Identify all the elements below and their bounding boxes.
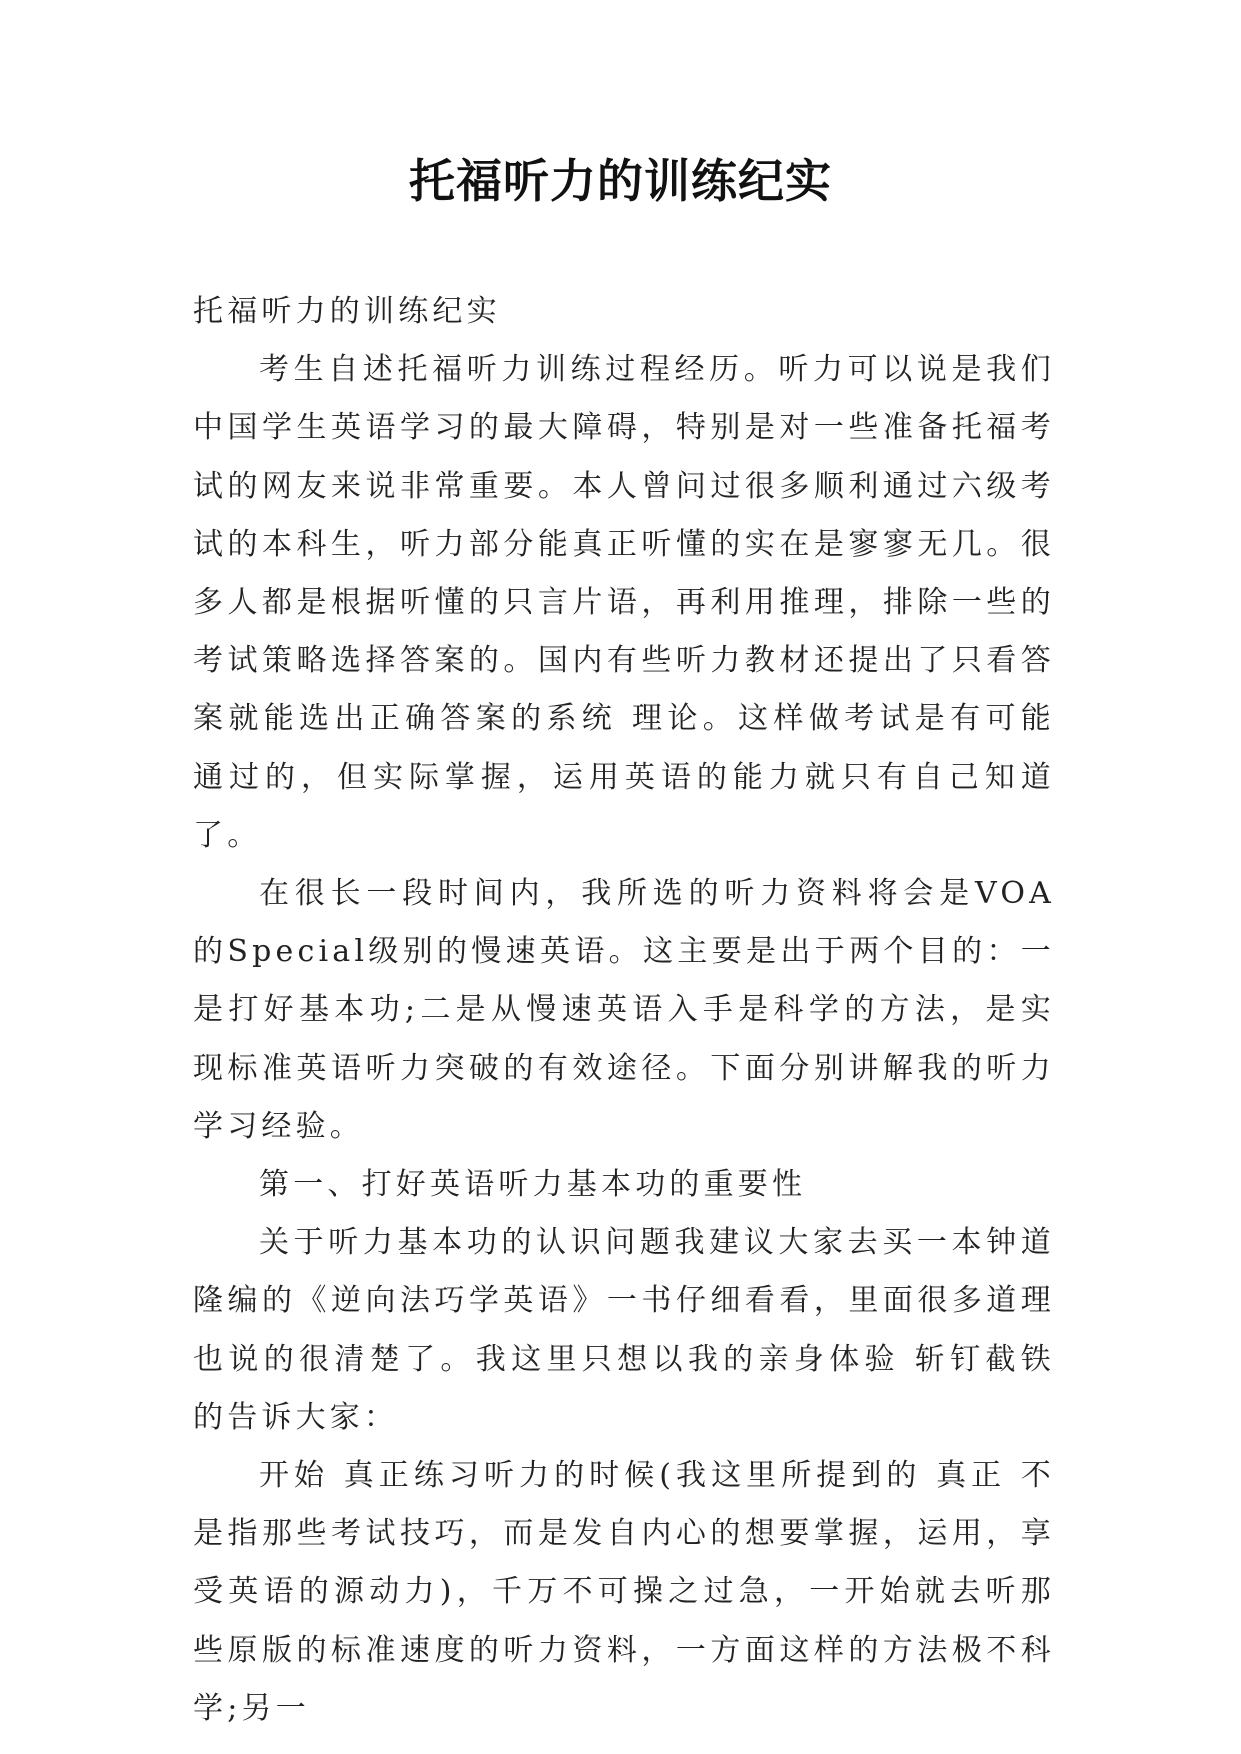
document-title: 托福听力的训练纪实 xyxy=(409,154,832,208)
section-heading-first: 第一、打好英语听力基本功的重要性 xyxy=(259,1167,807,1203)
paragraph-basics: 关于听力基本功的认识问题我建议大家去买一本钟道隆编的《逆向法巧学英语》一书仔细看看，里面很多道理也说的很清楚了。我这里只想以我的亲身体验 斩钉截铁的告诉大家： xyxy=(193,1225,1055,1435)
paragraph-voa: 在很长一段时间内，我所选的听力资料将会是VOA的Special级别的慢速英语。这主要是出于两个目的：一是打好基本功;二是从慢速英语入手是科学的方法，是实现标准英语听力突破的有效途径。下面分别讲解我的听力学习经验。 xyxy=(193,876,1055,1144)
paragraph-start-practice: 开始 真正练习听力的时候(我这里所提到的 真正 不是指那些考试技巧，而是发自内心的想要掌握，运用，享受英语的源动力)，千万不可操之过急，一开始就去听那些原版的标准速度的听力资料，一方面这样的方法极不科学;另一 xyxy=(193,1458,1055,1726)
body-heading-line: 托福听力的训练纪实 xyxy=(193,294,501,329)
paragraph-intro: 考生自述托福听力训练过程经历。听力可以说是我们中国学生英语学习的最大障碍，特别是对一些准备托福考试的网友来说非常重要。本人曾问过很多顺利通过六级考试的本科生，听力部分能真正听懂的实在是寥寥无几。很多人都是根据听懂的只言片语，再利用推理，排除一些的考试策略选择答案的。国内有些听力教材还提出了只看答案就能选出正确答案的系统 理论。这样做考试是有可能通过的，但实际掌握，运用英语的能力就只有自己知道了。 xyxy=(193,352,1055,853)
document-body xyxy=(193,283,1055,1738)
